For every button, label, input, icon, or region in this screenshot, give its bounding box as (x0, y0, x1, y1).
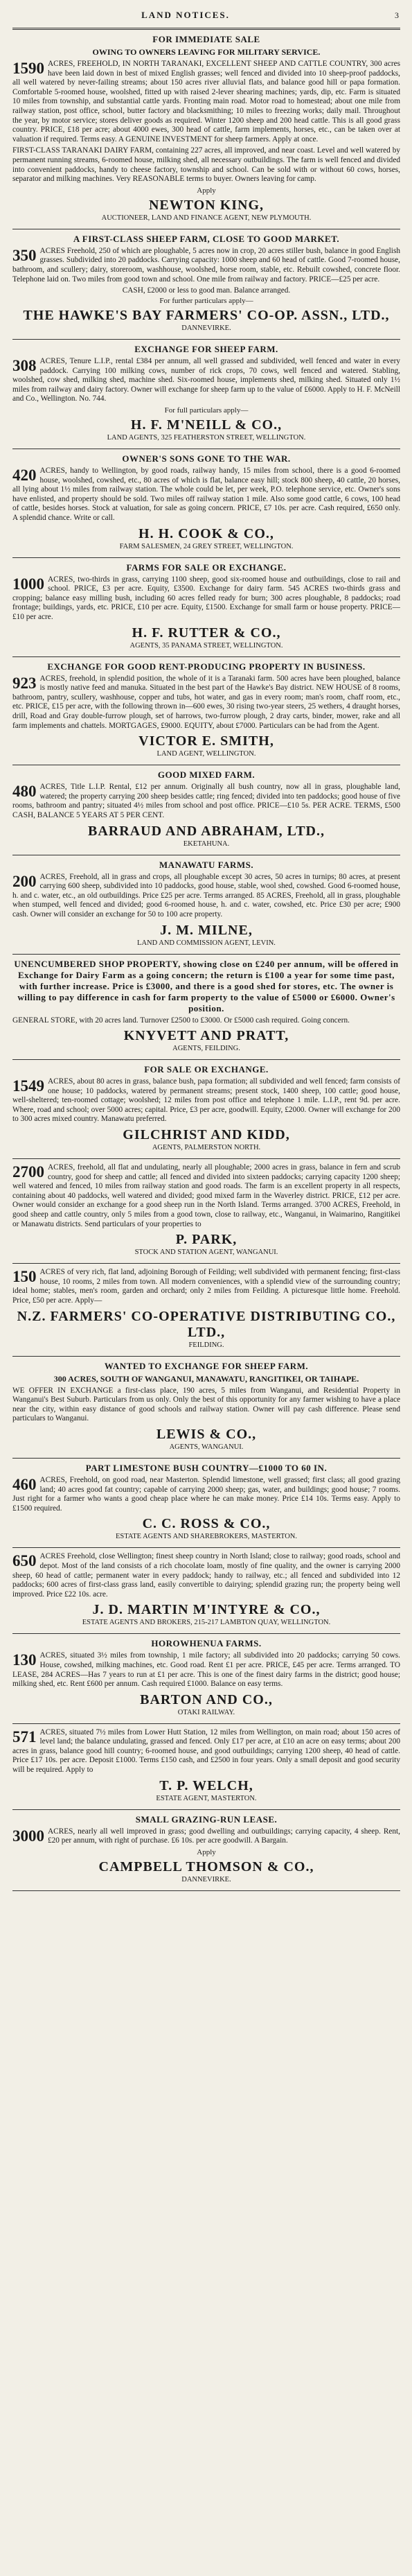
acreage-number: 1549 (12, 1077, 44, 1095)
advertisement-campbell (12, 1814, 400, 1883)
ad-body-text: GENERAL STORE, with 20 acres land. Turnover £2500 to £3000. Or £5000 cash required. Going concern. (12, 1016, 350, 1025)
ad-body-text: ACRES, Tenure L.I.P., rental £384 per annum, all well grassed and subdivided, well fenced and water in every paddock. Carrying 100 milking cows, number of rick crops, 70 cows, well fenced and watered. Stabling, woolshed, cow shed, milking shed, machine shed. Six-roomed house, implements shed, milking shed. Situated only 1½ miles from railway and dairy factory. Owner will exchange for sheep farm up to the value of £6000. Apply to H. F. McNeill and Co., Wellington. No. 744. (12, 357, 400, 403)
ad-body (12, 675, 400, 731)
ad-body-text: WE OFFER IN EXCHANGE a first-class place, 190 acres, 5 miles from Wanganui, and Residential Property in Wanganui's Best Suburb. Particulars from us only. Only the best of this opportunity for any farmer wishing to have a place near the city, within easy distance of good schools and railway station. Owner will pay cash difference. Please send particulars to Wanganui. (12, 1386, 400, 1423)
ad-body (12, 357, 400, 404)
ad-heading: GOOD MIXED FARM. (157, 769, 256, 781)
ad-body-text: ACRES, freehold, all flat and undulating, nearly all ploughable; 2000 acres in grass, balance in fern and scrub country, good for sheep and cattle; all fenced and divided into sixteen paddocks; carrying capacity 1200 sheep; well watered and fenced, 10 miles from railway station and good roads. The farm is an excellent property in all respects, containing about 40 paddocks, well watered and divided; good mixed farm in the Waverley district. PRICE, £12 per acre. Owner would consider an exchange for a good sheep run in the North Island. Terms arranged. 3700 ACRES, Freehold, in good sheep and cattle country, only 5 miles from a good town, close to railway, etc., Wanganui, in Waimarino, Rangitikei or Manawatu districts. Send particulars of your properties to (12, 1163, 400, 1228)
acreage-number: 480 (12, 783, 37, 801)
newspaper-page (12, 6, 400, 2570)
divider (12, 1723, 400, 1724)
ad-body (12, 247, 400, 284)
advertisement-hawkes-bay (12, 234, 400, 332)
ad-heading: EXCHANGE FOR SHEEP FARM. (134, 344, 278, 355)
agent-name: H. F. M'NEILL & CO., (130, 417, 283, 433)
advertisement-mcintyre (12, 1552, 400, 1626)
ad-body-text: ACRES, FREEHOLD, IN NORTH TARANAKI, EXCELLENT SHEEP AND CATTLE COUNTRY, 300 acres have been laid down in best of mixed English grasses; well fenced and divided into 10 sheep-proof paddocks, all well watered by never-failing streams; about 150 acres river alluvial flats, and balance good hill or papa formation. Comfortable 5-roomed house, woolshed, fitted up with raised 2-lever shearing machines; yards, dip, etc. Farm is situated 10 miles from township, and substantial cattle yards. Fronting main road. Motor road to homestead; about one mile from railway station, post office, school, butter factory and blacksmithing; 10 miles to freezing works; daily mail. Throughout the year, by motor service; stores deliver goods as required. Winter 1200 sheep and 200 head cattle. This is all good grass country. PRICE, £18 per acre; about 4000 ewes, 300 head of cattle, farm implements, horses, etc., can be taken over at valuation if required. Terms easy. A GENUINE INVESTMENT for sheep farmers. Apply at once. (12, 60, 400, 143)
ad-body-text: ACRES, handy to Wellington, by good roads, railway handy, 15 miles from school, there is a good 6-roomed house, woolshed, cowshed, etc., 80 acres of which is flat, balance easy hill; stock 800 sheep, 40 cattle, 20 horses, all lying about 1½ miles from railway station. The whole could be let, per week, P.O. telephone service, etc. Owner's sons have enlisted, and property should be sold. Two miles off railway station 1 mile. Also some good cattle, 6 cows, 100 head of cattle, besides horses. Stock at valuation, for sale as going concern. PRICE, £7 10s. per acre. Cash required, £650 only. A splendid chance. Write or call. (12, 467, 400, 523)
agent-name: T. P. WELCH, (159, 1777, 253, 1793)
ad-body (12, 1651, 400, 1689)
ad-body-text: ACRES, about 80 acres in grass, balance bush, papa formation; all subdivided and well fenced; farm consists of one house; 10 paddocks, watered by permanent streams; present stock, 1400 sheep, 100 cattle; good house, well-sheltered; ten-roomed cottage; woolshed; 12 miles from post office and telephone 1 mile. L.I.P., rent 9d. per acre. Where, road and school; over 5000 acres; capital. Price, £3 per acre, goodwill. Equity, £2000. Owner will exchange for 200 to 300 acres mixed country. Manawatu preferred. (12, 1077, 400, 1124)
ad-body (12, 783, 400, 820)
divider (12, 1158, 400, 1159)
ad-subheading: 300 ACRES, SOUTH OF WANGANUI, MANAWATU, RANGITIKEI, OR TAIHAPE. (53, 1373, 359, 1384)
agent-name: KNYVETT AND PRATT, (123, 1028, 289, 1044)
divider (12, 28, 400, 30)
page-number: 3 (395, 10, 400, 20)
acreage-number: 308 (12, 357, 37, 375)
agent-name: LEWIS & CO., (156, 1426, 257, 1442)
agent-address: LAND AGENT, WELLINGTON. (156, 750, 256, 758)
advertisement-knyvett (12, 959, 400, 1053)
ad-body (12, 575, 400, 623)
price-line: CASH, £2000 or less to good man. Balance arranged. (122, 286, 291, 295)
agent-address: ESTATE AGENT, MASTERTON. (156, 1794, 257, 1802)
agent-address: DANNEVIRKE. (181, 324, 231, 333)
advertisement-mcneill (12, 344, 400, 442)
acreage-number: 3000 (12, 1827, 44, 1845)
acreage-number: 350 (12, 246, 37, 264)
agent-address: LAND AND COMMISSION AGENT, LEVIN. (137, 939, 276, 947)
ads-column (12, 34, 400, 1891)
agent-name: H. H. COOK & CO., (138, 525, 274, 541)
ad-heading: PART LIMESTONE BUSH COUNTRY—£1000 TO 60 IN. (85, 1462, 328, 1473)
divider (12, 656, 400, 657)
ad-body (12, 1016, 400, 1026)
acreage-number: 130 (12, 1651, 37, 1669)
advertisement-lewis (12, 1361, 400, 1451)
divider (12, 1809, 400, 1810)
ad-body (12, 1077, 400, 1124)
divider (12, 557, 400, 558)
ad-heading: EXCHANGE FOR GOOD RENT-PRODUCING PROPERTY IN BUSINESS. (47, 661, 366, 672)
ad-body (12, 873, 400, 920)
divider (12, 1356, 400, 1357)
ad-body-text: ACRES, Freehold, all in grass and crops, all ploughable except 30 acres, 50 acres in turnips; 80 acres, at present carrying 600 sheep, subdivided into 10 paddocks, good house, stable, wool shed, cowshed. Good 6-roomed house, h. and c. water, etc., an old outbuildings. Price £25 per acre. Terms arranged. 85 ACRES, Freehold, all in grass, ploughable when stumped, well fenced and divided; good 6-roomed house, h. and c. water, cowshed, etc. Price £30 per acre; £900 cash. Owner will consider an exchange for 50 to 100 acre property. (12, 872, 400, 919)
divider (12, 1458, 400, 1459)
ad-extra-text: FIRST-CLASS TARANAKI DAIRY FARM, containing 227 acres, all improved, and near coast. Level and well watered by permanent running streams, 6-roomed house, milking shed, all necessary outbuildings. The farm is well fenced and divided into convenient paddocks, handy to cheese factory, township and school. Can be sold with or without 60 cows, horses, separator and milking machines. Very REASONABLE terms to buyer. Owners leaving for camp. (12, 146, 400, 184)
divider (12, 1890, 400, 1891)
agent-name: CAMPBELL THOMSON & CO., (98, 1859, 314, 1874)
ad-body (12, 1827, 400, 1846)
acreage-number: 150 (12, 1268, 37, 1286)
apply-line: For further particulars apply— (159, 297, 253, 306)
acreage-number: 571 (12, 1728, 37, 1746)
agent-address: FEILDING. (188, 1341, 224, 1349)
advertisement-cook (12, 453, 400, 550)
section-title: LAND NOTICES. (141, 10, 230, 20)
apply-line: Apply (197, 1847, 216, 1856)
agent-address: STOCK AND STATION AGENT, WANGANUI. (134, 1248, 278, 1257)
acreage-number: 420 (12, 467, 37, 485)
ad-body (12, 1386, 400, 1424)
page-header (12, 6, 400, 25)
acreage-number: 650 (12, 1552, 37, 1570)
ad-heading: FOR IMMEDIATE SALE (152, 34, 260, 44)
ad-body (12, 1728, 400, 1775)
agent-address: FARM SALESMEN, 24 GREY STREET, WELLINGTON. (119, 542, 294, 550)
acreage-number: 200 (12, 872, 37, 890)
ad-body-text: ACRES, Freehold, on good road, near Masterton. Splendid limestone, well grassed; first class; all good grazing land; 40 acres good fat country; capable of carrying 2000 sheep; gas, water, and buildings; good house; 7 rooms. Just right for a farmer who wants a good cheap place where he can make money. Price £14 10s. Terms easy. Apply to £1500 required. (12, 1475, 400, 1513)
ad-body-text: ACRES, situated 7½ miles from Lower Hutt Station, 12 miles from Wellington, on main road; about 150 acres of level land; the balance undulating, grassed and fenced. Only £17 per acre, at £10 an acre on easy terms; about 200 acres in grass, balance good hill country; 6-roomed house, and good outbuildings; carrying 1200 sheep, 40 head of cattle. Price £17 10s. per acre. Deposit £1000. Terms £150 cash, and £2500 in four years. Only a small deposit and good security will be required. Apply to (12, 1728, 400, 1775)
agent-address: AGENTS, PALMERSTON NORTH. (152, 1144, 261, 1152)
advertisement-nz-farmers (12, 1268, 400, 1348)
divider (12, 1633, 400, 1634)
agent-name: NEWTON KING, (148, 197, 265, 213)
ad-heading: OWNER'S SONS GONE TO THE WAR. (122, 453, 291, 464)
ad-body-text: ACRES, Title L.I.P. Rental, £12 per annum. Originally all bush country, now all in grass, ploughable land, watered; the property carrying 200 sheep besides cattle; ring fenced; divided into ten paddocks; good house of five rooms, bathroom and pantry; situated 4½ miles from school and post office. PRICE—£10 5s. PER ACRE. TERMS, £500 CASH, BALANCE 5 YEARS AT 5 PER CENT. (12, 783, 400, 819)
agent-name: BARRAUD AND ABRAHAM, LTD., (88, 823, 325, 839)
ad-body (12, 60, 400, 144)
ad-body-text: ACRES Freehold, 250 of which are ploughable, 5 acres now in crop, 20 acres stiller bush, balance in good English grasses. Subdivided into 20 paddocks. Carrying capacity: 1000 sheep and 60 head of cattle. Good 7-roomed house, bathroom, and scullery; dairy, storeroom, washhouse, woolshed, horse room, stable, etc. Rebuilt cowshed, concrete floor. Telephone laid on. Two miles from good town and school. One mile from railway and factory. PRICE—£25 per acre. (12, 246, 400, 284)
divider (12, 339, 400, 340)
advertisement-barraud (12, 769, 400, 847)
ad-body (12, 467, 400, 523)
ad-heading: WANTED TO EXCHANGE FOR SHEEP FARM. (104, 1360, 309, 1371)
advertisement-smith (12, 661, 400, 758)
divider (12, 1059, 400, 1060)
agent-name: C. C. ROSS & CO., (142, 1516, 271, 1532)
agent-address: AGENTS, 35 PANAMA STREET, WELLINGTON. (129, 641, 283, 650)
acreage-number: 923 (12, 674, 37, 692)
ad-body (12, 1552, 400, 1599)
advertisement-welch (12, 1728, 400, 1802)
agent-address: ESTATE AGENTS AND BROKERS, 215-217 LAMBTON QUAY, WELLINGTON. (82, 1619, 331, 1627)
advertisement-military (12, 34, 400, 222)
advertisement-milne (12, 860, 400, 947)
ad-body (12, 1268, 400, 1305)
ad-body-text: ACRES, freehold, in splendid position, the whole of it is a Taranaki farm. 500 acres have been ploughed, balance is mostly native feed and manuka. Situated in the best part of the Hawke's Bay district. NEW HOUSE of 8 rooms, bathroom, pantry, scullery, washhouse, copper and tubs, hot water, and gas in every room; man's room, chaff room, etc., etc. PRICE, £15 per acre, with the following thrown in—600 ewes, 30 rising two-year steers, 25 wethers, 4 draught horses, drill, Road and Gray double-furrow plough, set of harrows, two-furrow plough, 2 dray carts, binder, mower, rake and all farm implements and chattels. MORTGAGES, £9000. EQUITY, about £7000. Particulars can be had from the Agent. (12, 674, 400, 730)
agent-name: GILCHRIST AND KIDD, (123, 1127, 290, 1143)
agent-name: P. PARK, (175, 1232, 238, 1248)
ad-heading: FARMS FOR SALE OR EXCHANGE. (126, 562, 287, 573)
acreage-number: 1000 (12, 575, 44, 593)
agent-address: AUCTIONEER, LAND AND FINANCE AGENT, NEW PLYMOUTH. (101, 214, 312, 222)
advertisement-park (12, 1163, 400, 1256)
agent-address: OTAKI RAILWAY. (177, 1708, 235, 1716)
divider (12, 1263, 400, 1264)
agent-name: H. F. RUTTER & CO., (132, 625, 281, 641)
ad-body-text: ACRES, nearly all well improved in grass; good dwelling and outbuildings; carrying capacity, 4 sheep. Rent, £20 per annum, with right of purchase. £6 10s. per acre goodwill. A Bargain. (48, 1827, 400, 1845)
ad-heading: HOROWHENUA FARMS. (151, 1638, 262, 1649)
apply-line: For full particulars apply— (164, 406, 249, 415)
ad-body-text: ACRES of very rich, flat land, adjoining Borough of Feilding; well subdivided with permanent fencing; first-class house, 10 rooms, 2 miles from town. All modern conveniences, with a splendid view of the surrounding country; ideal home; stables, men's room, garden and orchard; only 2 miles from Feilding. A picturesque little home. Freehold. Price, £50 per acre. Apply— (12, 1268, 400, 1305)
acreage-number: 1590 (12, 60, 44, 77)
agent-address: DANNEVIRKE. (181, 1875, 231, 1883)
ad-subheading: OWING TO OWNERS LEAVING FOR MILITARY SERVICE. (92, 47, 321, 57)
ad-heading: FOR SALE OR EXCHANGE. (144, 1064, 269, 1075)
agent-name: N.Z. FARMERS' CO-OPERATIVE DISTRIBUTING CO., LTD., (17, 1308, 396, 1340)
ad-body-text: ACRES, two-thirds in grass, carrying 1100 sheep, good six-roomed house and outbuildings, close to rail and school. PRICE, £3 per acre. Equity, £3500. Exchange for dairy farm. 545 ACRES two-thirds grass and cropping; balance easy milling bush, including 60 acres felled ready for burn; 300 acres ploughable, 8 paddocks; road frontage; buildings, yards, etc. PRICE, £10 per acre. Equity, £1500. Exchange for small farm or house property. PRICE—£10 per acre. (12, 575, 400, 621)
agent-name: THE HAWKE'S BAY FARMERS' CO-OP. ASSN., LTD., (23, 308, 390, 324)
apply-line: Apply (197, 186, 216, 195)
divider (12, 954, 400, 955)
advertisement-barton (12, 1638, 400, 1716)
agent-name: J. D. MARTIN M'INTYRE & CO., (92, 1602, 321, 1618)
agent-name: VICTOR E. SMITH, (138, 733, 274, 749)
advertisement-rutter (12, 562, 400, 650)
agent-name: BARTON AND CO., (140, 1691, 273, 1707)
agent-address: AGENTS, WANGANUI. (169, 1443, 244, 1451)
ad-heading: SMALL GRAZING-RUN LEASE. (135, 1813, 278, 1825)
divider (12, 1547, 400, 1548)
agent-address: ESTATE AGENTS AND SHAREBROKERS, MASTERTON. (115, 1533, 298, 1541)
acreage-number: 2700 (12, 1163, 44, 1181)
ad-body (12, 1163, 400, 1229)
agent-address: LAND AGENTS, 325 FEATHERSTON STREET, WELLINGTON. (107, 434, 306, 442)
ad-heading: UNENCUMBERED SHOP PROPERTY, showing close on £240 per annum, will be offered in Exchange for Dairy Farm as a going concern; the return is £100 a year for some time past, with further increase. Price is £3000, and there is a good shed for stores, etc. The owner is willing to pay difference in cash for farm property to the value of £5000 or £6000. Owner's position. (14, 958, 399, 1013)
agent-address: EKETAHUNA. (183, 839, 230, 848)
advertisement-gilchrist (12, 1064, 400, 1151)
ad-heading: A FIRST-CLASS SHEEP FARM, CLOSE TO GOOD MARKET. (73, 233, 340, 244)
ad-body-text: ACRES, situated 3½ miles from township, 1 mile factory; all subdivided into 20 paddocks; carrying 50 cows. House, cowshed, milking machines, etc. Good road. Rent £1 per acre. PRICE, £45 per acre. Terms arranged. TO LEASE, 284 ACRES—Has 7 years to run at £1 per acre. This is one of the finest dairy farms in the district; good house; milking shed, etc. Rent £600 per annum. Cash required £1000. Balance on easy terms. (12, 1651, 400, 1689)
agent-name: J. M. MILNE, (160, 922, 253, 938)
acreage-number: 460 (12, 1475, 37, 1493)
advertisement-ross (12, 1463, 400, 1540)
ad-body (12, 1476, 400, 1513)
ad-heading: MANAWATU FARMS. (159, 859, 254, 870)
ad-body-text: ACRES Freehold, close Wellington; finest sheep country in North Island; close to railway; good roads, school and depot. Most of the land consists of a rich chocolate loam, mostly of fine quality, and the owner is carrying 2000 sheep, 60 head of cattle; permanent water in every paddock; handy to railway, etc.; all fenced and subdivided into 12 paddocks; 600 acres of first-class grass land, easily convertible to dairying; splendid grazing run; the property being well improved. Price £22 10s. acre. (12, 1552, 400, 1599)
agent-address: AGENTS, FEILDING. (172, 1045, 240, 1053)
